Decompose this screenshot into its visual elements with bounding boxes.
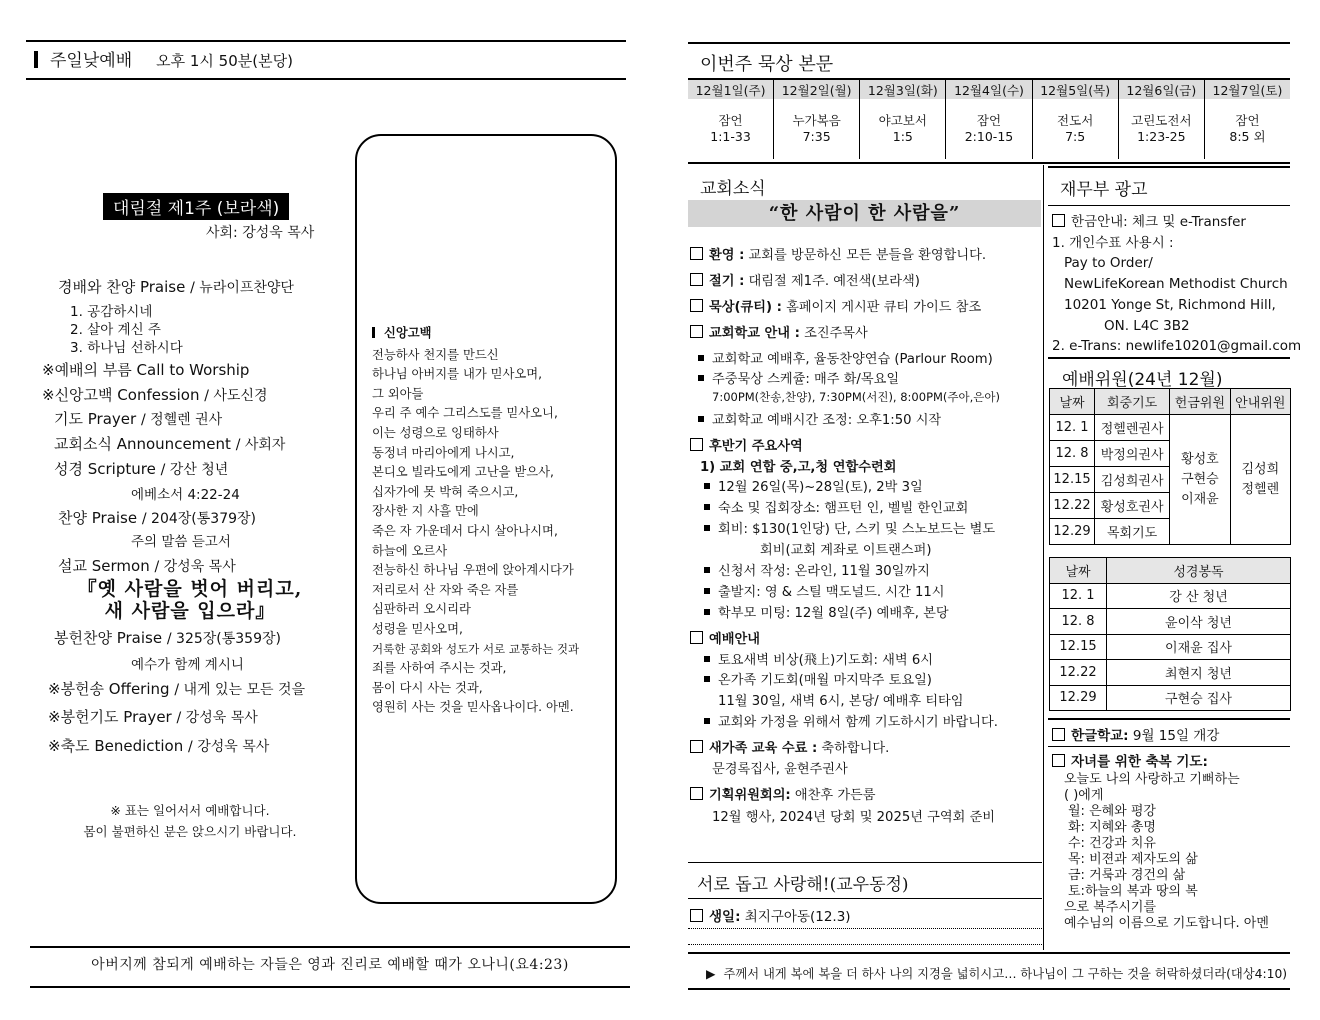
meditation-passage: 전도서 7:5 xyxy=(1032,99,1118,159)
scripture-reader: / 강산 청년 xyxy=(160,462,229,478)
sermon-item: 설교 Sermon xyxy=(58,557,150,575)
welcome-heading: 환영 : xyxy=(709,248,745,263)
hymn-item: 찬양 Praise xyxy=(58,509,138,527)
creed-line: 죄를 사하여 주시는 것과, xyxy=(372,661,507,676)
checkbox-icon xyxy=(1052,754,1065,767)
finance-title: 재무부 광고 xyxy=(1060,180,1148,200)
sermon-preacher: / 강성욱 목사 xyxy=(154,559,236,575)
creed-line: 우리 주 예수 그리스도를 믿사오니, xyxy=(372,406,558,421)
bullet-icon xyxy=(704,656,710,662)
workers-prayer: 목회기도 xyxy=(1095,519,1170,545)
workers-date: 12.22 xyxy=(1050,493,1095,519)
scripture-item: 성경 Scripture xyxy=(54,460,156,478)
reading-name: 최현지 청년 xyxy=(1107,660,1291,686)
workers-date: 12.15 xyxy=(1050,467,1095,493)
scripture-reference: 에베소서 4:22-24 xyxy=(131,487,240,503)
reading-date: 12.15 xyxy=(1050,634,1107,660)
praise-leader: / 뉴라이프찬양단 xyxy=(190,280,294,296)
creed-line: 전능하사 천지를 만드신 xyxy=(372,347,499,362)
workers-header: 날짜 xyxy=(1050,389,1095,415)
blessing-line: ( )에게 xyxy=(1064,788,1104,803)
meditation-passage: 고린도전서 1:23-25 xyxy=(1118,99,1204,159)
worship-detail: 11월 30일, 새벽 6시, 본당/ 예배후 티타임 xyxy=(718,694,964,709)
liturgical-season: 대림절 제1주 (보라색) xyxy=(103,193,289,220)
school-text: 조진주목사 xyxy=(799,326,868,341)
bullet-icon xyxy=(704,504,710,510)
finance-line: NewLifeKorean Methodist Church xyxy=(1064,276,1288,293)
workers-table xyxy=(1049,388,1291,545)
blessing-line: 월: 은혜와 평강 xyxy=(1068,804,1156,819)
creed-line: 영원히 사는 것을 믿사옵나이다. 아멘. xyxy=(372,700,574,715)
bullet-icon xyxy=(704,676,710,682)
blessing-line: 예수님의 이름으로 기도합니다. 아멘 xyxy=(1064,916,1269,931)
call-to-worship: ※예배의 부름 Call to Worship xyxy=(42,361,250,379)
children-blessing xyxy=(1052,754,1292,932)
school-heading: 교회학교 안내 : xyxy=(709,326,800,341)
finance-notice xyxy=(1052,212,1301,357)
blessing-line: 수: 건강과 치유 xyxy=(1068,836,1156,851)
sermon-title-line-2: 새 사람을 입으라』 xyxy=(104,600,276,622)
workers-prayer: 정헬렌권사 xyxy=(1095,415,1170,441)
workers-date: 12. 1 xyxy=(1050,415,1095,441)
standing-note xyxy=(60,800,320,842)
worship-item: 토요새벽 비상(飛上)기도회: 새벽 6시 xyxy=(718,653,933,668)
bullet-icon xyxy=(704,718,710,724)
events-heading: 후반기 주요사역 xyxy=(709,439,803,454)
creed-line: 본디오 빌라도에게 고난을 받으사, xyxy=(372,465,554,480)
benediction-by: / 강성욱 목사 xyxy=(188,739,270,755)
news-banner: “한 사람이 한 사람을” xyxy=(688,200,1041,227)
blessing-line: 화: 지혜와 총명 xyxy=(1068,820,1156,835)
checkbox-icon xyxy=(1052,214,1065,227)
korean-school xyxy=(1052,724,1219,744)
retreat-item: 학부모 미팅: 12월 8일(주) 예배후, 본당 xyxy=(718,606,949,621)
creed-marker xyxy=(372,327,375,338)
response-hymn-item: 봉헌찬양 Praise xyxy=(54,629,163,647)
reading-name: 강 산 청년 xyxy=(1107,583,1291,609)
meditation-date: 12월3일(화) xyxy=(860,80,946,99)
finance-line: 2. e-Trans: newlife10201@gmail.com xyxy=(1052,338,1302,355)
planning-text: 애찬후 가든룸 xyxy=(790,788,876,803)
creed-line: 성령을 믿사오며, xyxy=(372,621,463,636)
workers-title: 예배위원(24년 12월) xyxy=(1062,370,1223,390)
reading-header: 성경봉독 xyxy=(1107,558,1291,584)
reading-name: 윤이삭 청년 xyxy=(1107,609,1291,635)
meditation-date: 12월4일(수) xyxy=(946,80,1032,99)
bullet-icon xyxy=(704,525,710,531)
hymn-number: / 204장(통379장) xyxy=(141,511,256,527)
reading-name: 이재윤 집사 xyxy=(1107,634,1291,660)
offering-team: 황성호 구현승 이재윤 xyxy=(1170,415,1230,545)
arrow-icon: ▶ xyxy=(706,967,716,981)
blessing-line: 목: 비젼과 제자도의 삶 xyxy=(1068,852,1198,867)
standing-note-1: ※ 표는 일어서서 예배합니다. xyxy=(110,803,270,818)
creed-line: 이는 성령으로 잉태하사 xyxy=(372,425,499,440)
creed-line: 저리로서 산 자와 죽은 자를 xyxy=(372,582,519,597)
praise-song-2: 2. 살아 계신 주 xyxy=(70,322,161,338)
blessing-line: 오늘도 나의 사랑하고 기뻐하는 xyxy=(1064,772,1240,787)
finance-line: 1. 개인수표 사용시 : xyxy=(1052,234,1174,251)
welcome-text: 교회를 방문하신 모든 분들을 환영합니다. xyxy=(744,248,987,263)
service-time: 오후 1시 50분(본당) xyxy=(156,52,293,70)
hymn-title: 주의 말씀 듣고서 xyxy=(131,534,231,550)
service-header xyxy=(34,46,293,71)
workers-header: 헌금위원 xyxy=(1170,389,1230,415)
retreat-item: 12월 26일(목)~28일(토), 2박 3일 xyxy=(718,480,923,495)
creed-line: 심판하러 오시리라 xyxy=(372,602,471,617)
fellowship-title: 서로 돕고 사랑해!(교우동정) xyxy=(697,875,909,895)
worship-leader: 사회: 강성욱 목사 xyxy=(206,225,315,241)
school-time: 교회학교 예배시간 조정: 오후1:50 시작 xyxy=(712,413,942,428)
newfamily-heading: 새가족 교육 수료 : xyxy=(709,741,818,756)
planning-heading: 기획위원회의: xyxy=(709,788,791,803)
sermon-title-line-1: 『옛 사람을 벗어 버리고, xyxy=(77,578,303,600)
korean-school-heading: 한글학교: xyxy=(1071,728,1129,744)
worship-item: 온가족 기도회(매월 마지막주 토요일) xyxy=(718,673,932,688)
bullet-icon xyxy=(698,416,704,422)
school-item: 교회학교 예배후, 율동찬양연습 (Parlour Room) xyxy=(712,352,993,367)
reading-date: 12. 8 xyxy=(1050,609,1107,635)
workers-prayer: 박정의권사 xyxy=(1095,441,1170,467)
reading-name: 구현승 집사 xyxy=(1107,685,1291,711)
retreat-item: 회비: $130(1인당) 단, 스키 및 스노보드는 별도 xyxy=(718,522,996,537)
response-hymn-title: 예수가 함께 계시니 xyxy=(131,657,244,673)
offering-prayer-item: ※봉헌기도 Prayer xyxy=(48,708,172,726)
checkbox-icon xyxy=(690,438,703,451)
right-footer-verse xyxy=(706,964,1287,982)
service-title: 주일낮예배 xyxy=(50,51,133,71)
retreat-heading: 1) 교회 연합 중,고,청 연합수련회 xyxy=(700,460,897,475)
workers-date: 12. 8 xyxy=(1050,441,1095,467)
worship-heading: 예배안내 xyxy=(709,632,760,647)
column-divider xyxy=(1043,165,1044,950)
newfamily-text: 축하합니다. xyxy=(817,741,890,756)
birthday-text: 최지구아동(12.3) xyxy=(740,909,851,925)
checkbox-icon xyxy=(690,299,703,312)
meditation-passage: 잠언 2:10-15 xyxy=(946,99,1032,159)
creed-line: 죽은 자 가운데서 다시 살아나시며, xyxy=(372,523,558,538)
bullet-icon xyxy=(698,375,704,381)
workers-header: 회중기도 xyxy=(1095,389,1170,415)
newfamily-names: 문경록집사, 윤현주권사 xyxy=(712,762,848,777)
retreat-item: 숙소 및 집회장소: 햄프턴 인, 벨빌 한인교회 xyxy=(718,501,969,516)
checkbox-icon xyxy=(690,247,703,260)
praise-song-1: 1. 공감하시네 xyxy=(70,304,153,320)
offering-prayer-by: / 강성욱 목사 xyxy=(176,710,258,726)
meditation-date: 12월7일(토) xyxy=(1204,80,1290,99)
bullet-icon xyxy=(704,567,710,573)
creed-line: 거룩한 공회와 성도가 서로 교통하는 것과 xyxy=(372,641,580,656)
checkbox-icon xyxy=(1052,728,1065,741)
worship-item: 교회와 가정을 위해서 함께 기도하시기 바랍니다. xyxy=(718,715,998,730)
checkbox-icon xyxy=(690,909,703,922)
blessing-line: 토:하늘의 복과 땅의 복 xyxy=(1068,884,1198,899)
retreat-item: 출발지: 영 & 스틸 맥도널드. 시간 11시 xyxy=(718,585,945,600)
creed-title: 신앙고백 xyxy=(384,326,432,340)
meditation-passage: 누가복음 7:35 xyxy=(774,99,860,159)
header-bar-marker xyxy=(34,51,38,68)
blessing-heading: 자녀를 위한 축복 기도: xyxy=(1071,754,1208,770)
dotted-line xyxy=(688,928,1042,929)
bullet-icon xyxy=(704,588,710,594)
meditation-title: 이번주 묵상 본문 xyxy=(700,54,834,75)
reading-date: 12.22 xyxy=(1050,660,1107,686)
bullet-icon xyxy=(704,483,710,489)
season-text: 대림절 제1주. 예전색(보라색) xyxy=(744,274,920,289)
workers-date: 12.29 xyxy=(1050,519,1095,545)
reading-date: 12.29 xyxy=(1050,685,1107,711)
bullet-icon xyxy=(704,609,710,615)
workers-prayer: 김성희권사 xyxy=(1095,467,1170,493)
checkbox-icon xyxy=(690,325,703,338)
korean-school-text: 9월 15일 개강 xyxy=(1128,728,1220,744)
finance-line: 한금안내: 체크 및 e-Transfer xyxy=(1071,214,1246,230)
qt-heading: 묵상(큐티) : xyxy=(709,300,782,315)
reading-table xyxy=(1049,557,1291,711)
workers-prayer: 황성호권사 xyxy=(1095,493,1170,519)
offering-song: / 내게 있는 모든 것을 xyxy=(174,682,306,698)
praise-song-3: 3. 하나님 선하시다 xyxy=(70,340,183,356)
season-heading: 절기 : xyxy=(709,274,745,289)
creed-line: 그 외아들 xyxy=(372,386,424,401)
news-title: 교회소식 xyxy=(700,179,766,199)
reading-header: 날짜 xyxy=(1050,558,1107,584)
meditation-date: 12월5일(목) xyxy=(1032,80,1118,99)
birthday-heading: 생일: xyxy=(709,909,741,925)
prayer-item: 기도 Prayer xyxy=(54,410,137,428)
confession-type: / 사도신경 xyxy=(204,388,268,404)
bullet-icon xyxy=(698,355,704,361)
creed-line: 전능하신 하나님 우편에 앉아계시다가 xyxy=(372,563,574,578)
response-hymn-number: / 325장(통359장) xyxy=(166,631,281,647)
creed-line: 동정녀 마리아에게 나시고, xyxy=(372,445,515,460)
usher-team: 김성희 정헬렌 xyxy=(1230,415,1290,545)
reading-date: 12. 1 xyxy=(1050,583,1107,609)
finance-line: Pay to Order/ xyxy=(1064,255,1153,272)
creed-line: 하나님 아버지를 내가 믿사오며, xyxy=(372,367,543,382)
prayer-leader: / 정헬렌 권사 xyxy=(140,412,223,428)
dotted-line xyxy=(688,944,1042,945)
finance-line: 10201 Yonge St, Richmond Hill, xyxy=(1064,296,1276,313)
benediction-item: ※축도 Benediction xyxy=(48,737,184,755)
praise-item: 경배와 찬양 Praise xyxy=(58,278,186,296)
announcement-item: 교회소식 Announcement xyxy=(54,435,231,453)
blessing-line: 금: 거룩과 경건의 삶 xyxy=(1068,868,1186,883)
announcement-by: / 사회자 xyxy=(235,437,286,453)
planning-detail: 12월 행사, 2024년 당회 및 2025년 구역회 준비 xyxy=(712,810,996,825)
offering-item: ※봉헌송 Offering xyxy=(48,680,170,698)
checkbox-icon xyxy=(690,787,703,800)
retreat-fee-note: 회비(교회 계좌로 이트랜스퍼) xyxy=(760,543,932,558)
meditation-date: 12월2일(월) xyxy=(774,80,860,99)
left-footer-verse: 아버지께 참되게 예배하는 자들은 영과 진리로 예배할 때가 오나니(요4:23) xyxy=(91,957,569,973)
meditation-passage: 잠언 8:5 외 xyxy=(1229,113,1266,144)
right-footer-text: 주께서 내게 복에 복을 더 하사 나의 지경을 넓히시고… 하나님이 그 구하는 것을 허락하셨더라(대상4:10) xyxy=(723,967,1288,981)
workers-header: 안내위원 xyxy=(1230,389,1290,415)
creed-line: 십자가에 못 박혀 죽으시고, xyxy=(372,484,519,499)
meditation-date: 12월6일(금) xyxy=(1118,80,1204,99)
standing-note-2: 몸이 불편하신 분은 앉으시기 바랍니다. xyxy=(83,824,297,839)
meditation-passage: 야고보서 1:5 xyxy=(860,99,946,159)
meditation-table xyxy=(688,80,1290,159)
creed-line: 장사한 지 사흘 만에 xyxy=(372,504,479,519)
birthday-line xyxy=(690,905,851,925)
retreat-item: 신청서 작성: 온라인, 11월 30일까지 xyxy=(718,564,930,579)
checkbox-icon xyxy=(690,740,703,753)
meditation-date: 12월1일(주) xyxy=(688,80,774,99)
meditation-passage: 잠언 1:1-33 xyxy=(688,99,774,159)
apostles-creed xyxy=(372,324,612,718)
checkbox-icon xyxy=(690,273,703,286)
creed-line: 하늘에 오르사 xyxy=(372,543,448,558)
qt-text: 홈페이지 게시판 큐티 가이드 참조 xyxy=(781,300,982,315)
creed-line: 몸이 다시 사는 것과, xyxy=(372,680,483,695)
confession-item: ※신앙고백 Confession xyxy=(42,386,200,404)
school-schedule: 7:00PM(찬송,찬양), 7:30PM(서진), 8:00PM(주아,은아) xyxy=(712,390,1000,404)
finance-line: ON. L4C 3B2 xyxy=(1104,317,1190,334)
checkbox-icon xyxy=(690,631,703,644)
sermon-title xyxy=(70,578,310,622)
blessing-line: 으로 복주시기를 xyxy=(1064,900,1157,915)
school-item: 주중묵상 스케쥴: 매주 화/목요일 xyxy=(712,372,900,387)
